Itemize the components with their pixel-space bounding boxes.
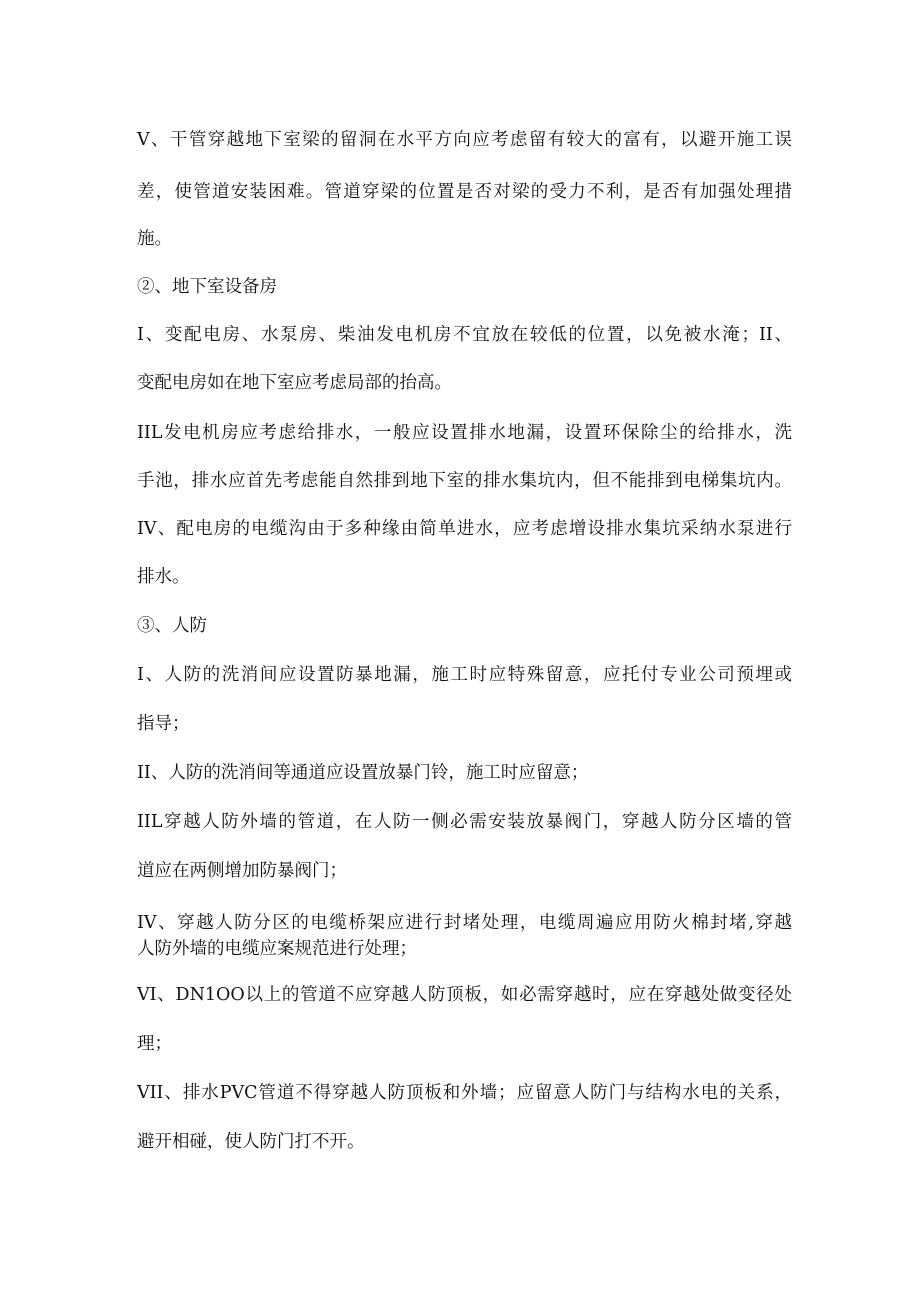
text-line: V、干管穿越地下室梁的留洞在水平方向应考虑留有较大的富有，以避开施工误 xyxy=(137,130,792,150)
text-line: IV、配电房的电缆沟由于多种缘由简单进水，应考虑增设排水集坑采纳水泵进行 xyxy=(137,519,792,539)
text-line: 变配电房如在地下室应考虑局部的抬高。 xyxy=(137,373,452,393)
text-line: I、人防的洗消间应设置防暴地漏，施工时应特殊留意，应托付专业公司预埋或 xyxy=(137,665,792,685)
text-line: IV、穿越人防分区的电缆桥架应进行封堵处理，电缆周遍应用防火棉封堵,穿越 xyxy=(137,913,792,933)
text-line: VII、排水PVC管道不得穿越人防顶板和外墙；应留意人防门与结构水电的关系， xyxy=(137,1083,792,1103)
section-heading: ③、人防 xyxy=(137,616,207,636)
text-line: IIL穿越人防外墙的管道，在人防一侧必需安装放暴阀门，穿越人防分区墙的管 xyxy=(137,812,792,832)
text-line: 人防外墙的电缆应案规范进行处理； xyxy=(137,939,417,959)
text-line: 排水。 xyxy=(137,567,190,587)
section-heading: ②、地下室设备房 xyxy=(137,277,277,297)
text-line: 手池，排水应首先考虑能自然排到地下室的排水集坑内，但不能排到电梯集坑内。 xyxy=(137,471,792,491)
text-line: VI、DN1OO以上的管道不应穿越人防顶板，如必需穿越时，应在穿越处做变径处 xyxy=(137,985,792,1005)
text-line: 差，使管道安装困难。管道穿梁的位置是否对梁的受力不利，是否有加强处理措 xyxy=(137,182,792,202)
text-line: IIL发电机房应考虑给排水，一般应设置排水地漏，设置环保除尘的给排水，洗 xyxy=(137,423,792,443)
text-line: 理； xyxy=(137,1034,172,1054)
text-line: 指导； xyxy=(137,714,190,734)
text-line: II、人防的洗消间等通道应设置放暴门铃，施工时应留意； xyxy=(137,763,589,783)
text-line: 施。 xyxy=(137,229,172,249)
text-line: I、变配电房、水泵房、柴油发电机房不宜放在较低的位置，以免被水淹；II、 xyxy=(137,325,792,345)
text-line: 道应在两侧增加防暴阀门； xyxy=(137,861,347,881)
text-line: 避开相碰，使人防门打不开。 xyxy=(137,1132,365,1152)
